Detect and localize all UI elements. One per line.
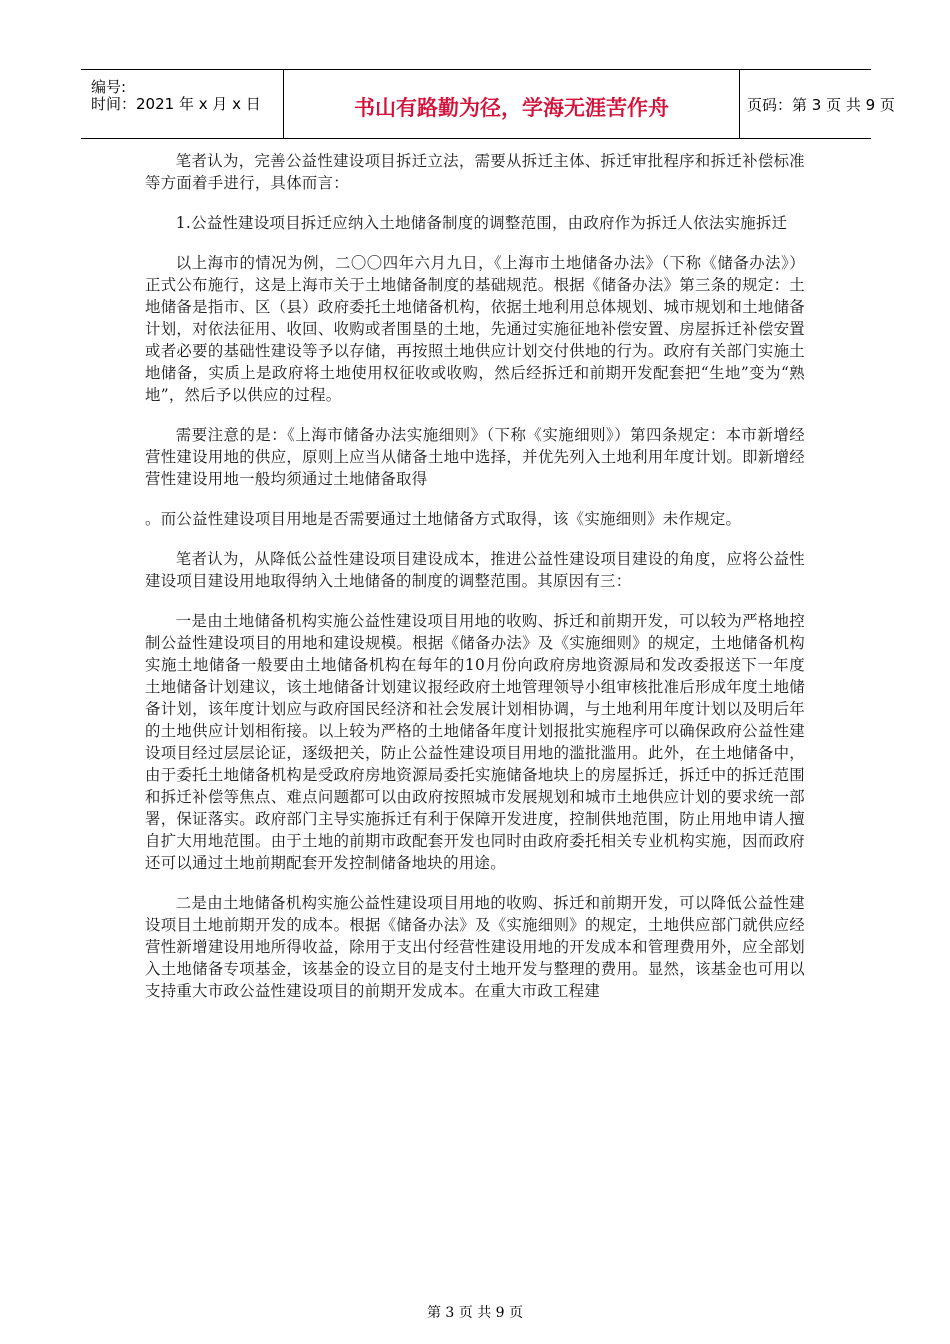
- paragraph: 笔者认为，完善公益性建设项目拆迁立法，需要从拆迁主体、拆迁审批程序和拆迁补偿标准等方面着手进行，具体而言：: [145, 152, 805, 192]
- paragraph: 以上海市的情况为例，二〇〇四年六月九日，《上海市土地储备办法》（下称《储备办法》）正式公布施行，这是上海市关于土地储备制度的基础规范。根据《储备办法》第三条的规定：土地储备是指市、区（县）政府委托土地储备机构，依据土地利用总体规划、城市规划和土地储备计划，对依法征用、收回、收购或者围垦的土地，先通过实施征地补偿安置、房屋拆迁补偿安置或者必要的基础性建设等予以存储，再按照土地供应计划交付供地的行为。政府有关部门实施土地储备，实质上是政府将土地使用权征收或收购，然后经拆迁和前期开发配套把“生地”变为“熟地”，然后予以供应的过程。: [145, 254, 805, 404]
- paragraph: 二是由土地储备机构实施公益性建设项目用地的收购、拆迁和前期开发，可以降低公益性建设项目土地前期开发的成本。根据《储备办法》及《实施细则》的规定，土地供应部门就供应经营性新增建设用地所得收益，除用于支出付经营性建设用地的开发成本和管理费用外，应全部划入土地储备专项基金，该基金的设立目的是支付土地开发与整理的费用。显然，该基金也可用以支持重大市政公益性建设项目的前期开发成本。在重大市政工程建: [145, 894, 805, 1000]
- header-page-cell: [738, 70, 895, 138]
- document-header: [81, 69, 895, 139]
- page-footer: 第 3 页 共 9 页: [426, 1305, 524, 1321]
- paragraph: 笔者认为，从降低公益性建设项目建设成本，推进公益性建设项目建设的角度，应将公益性建设项目建设用地取得纳入土地储备的制度的调整范围。其原因有三：: [145, 550, 805, 590]
- paragraph: 需要注意的是：《上海市储备办法实施细则》（下称《实施细则》）第四条规定：本市新增经营性建设用地的供应，原则上应当从储备土地中选择，并优先列入土地利用年度计划。即新增经营性建设用地一般均须通过土地储备取得: [145, 426, 805, 488]
- motto-text: 书山有路勤为径，学海无涯苦作舟: [354, 96, 669, 120]
- paragraph: 一是由土地储备机构实施公益性建设项目用地的收购、拆迁和前期开发，可以较为严格地控制公益性建设项目的用地和建设规模。根据《储备办法》及《实施细则》的规定，土地储备机构实施土地储备一般要由土地储备机构在每年的10月份向政府房地资源局和发改委报送下一年度土地储备计划建议，该土地储备计划建议报经政府土地管理领导小组审核批准后形成年度土地储备计划，该年度计划应与政府国民经济和社会发展计划相协调，与土地利用年度计划以及明后年的土地供应计划相衔接。以上较为严格的土地储备年度计划报批实施程序可以确保政府公益性建设项目经过层层论证，逐级把关，防止公益性建设项目用地的滥批滥用。此外，在土地储备中，由于委托土地储备机构是受政府房地资源局委托实施储备地块上的房屋拆迁，拆迁中的拆迁范围和拆迁补偿等焦点、难点问题都可以由政府按照城市发展规划和城市土地供应计划的要求统一部署，保证落实。政府部门主导实施拆迁有利于保障开发进度，控制供地范围，防止用地申请人擅自扩大用地范围。由于土地的前期市政配套开发也同时由政府委托相关专业机构实施，因而政府还可以通过土地前期配套开发控制储备地块的用途。: [145, 612, 805, 872]
- date-label: 时间：2021 年 x 月 x 日: [91, 95, 261, 113]
- document-body: [145, 150, 805, 1020]
- page-code: 页码：第 3 页 共 9 页: [747, 96, 895, 114]
- section-heading: 1.公益性建设项目拆迁应纳入土地储备制度的调整范围，由政府作为拆迁人依法实施拆迁: [175, 214, 788, 232]
- header-motto-cell: [283, 70, 740, 138]
- number-label: 编号:: [91, 78, 127, 96]
- paragraph: 。而公益性建设项目用地是否需要通过土地储备方式取得，该《实施细则》未作规定。: [145, 510, 742, 528]
- header-info-cell: [81, 70, 283, 138]
